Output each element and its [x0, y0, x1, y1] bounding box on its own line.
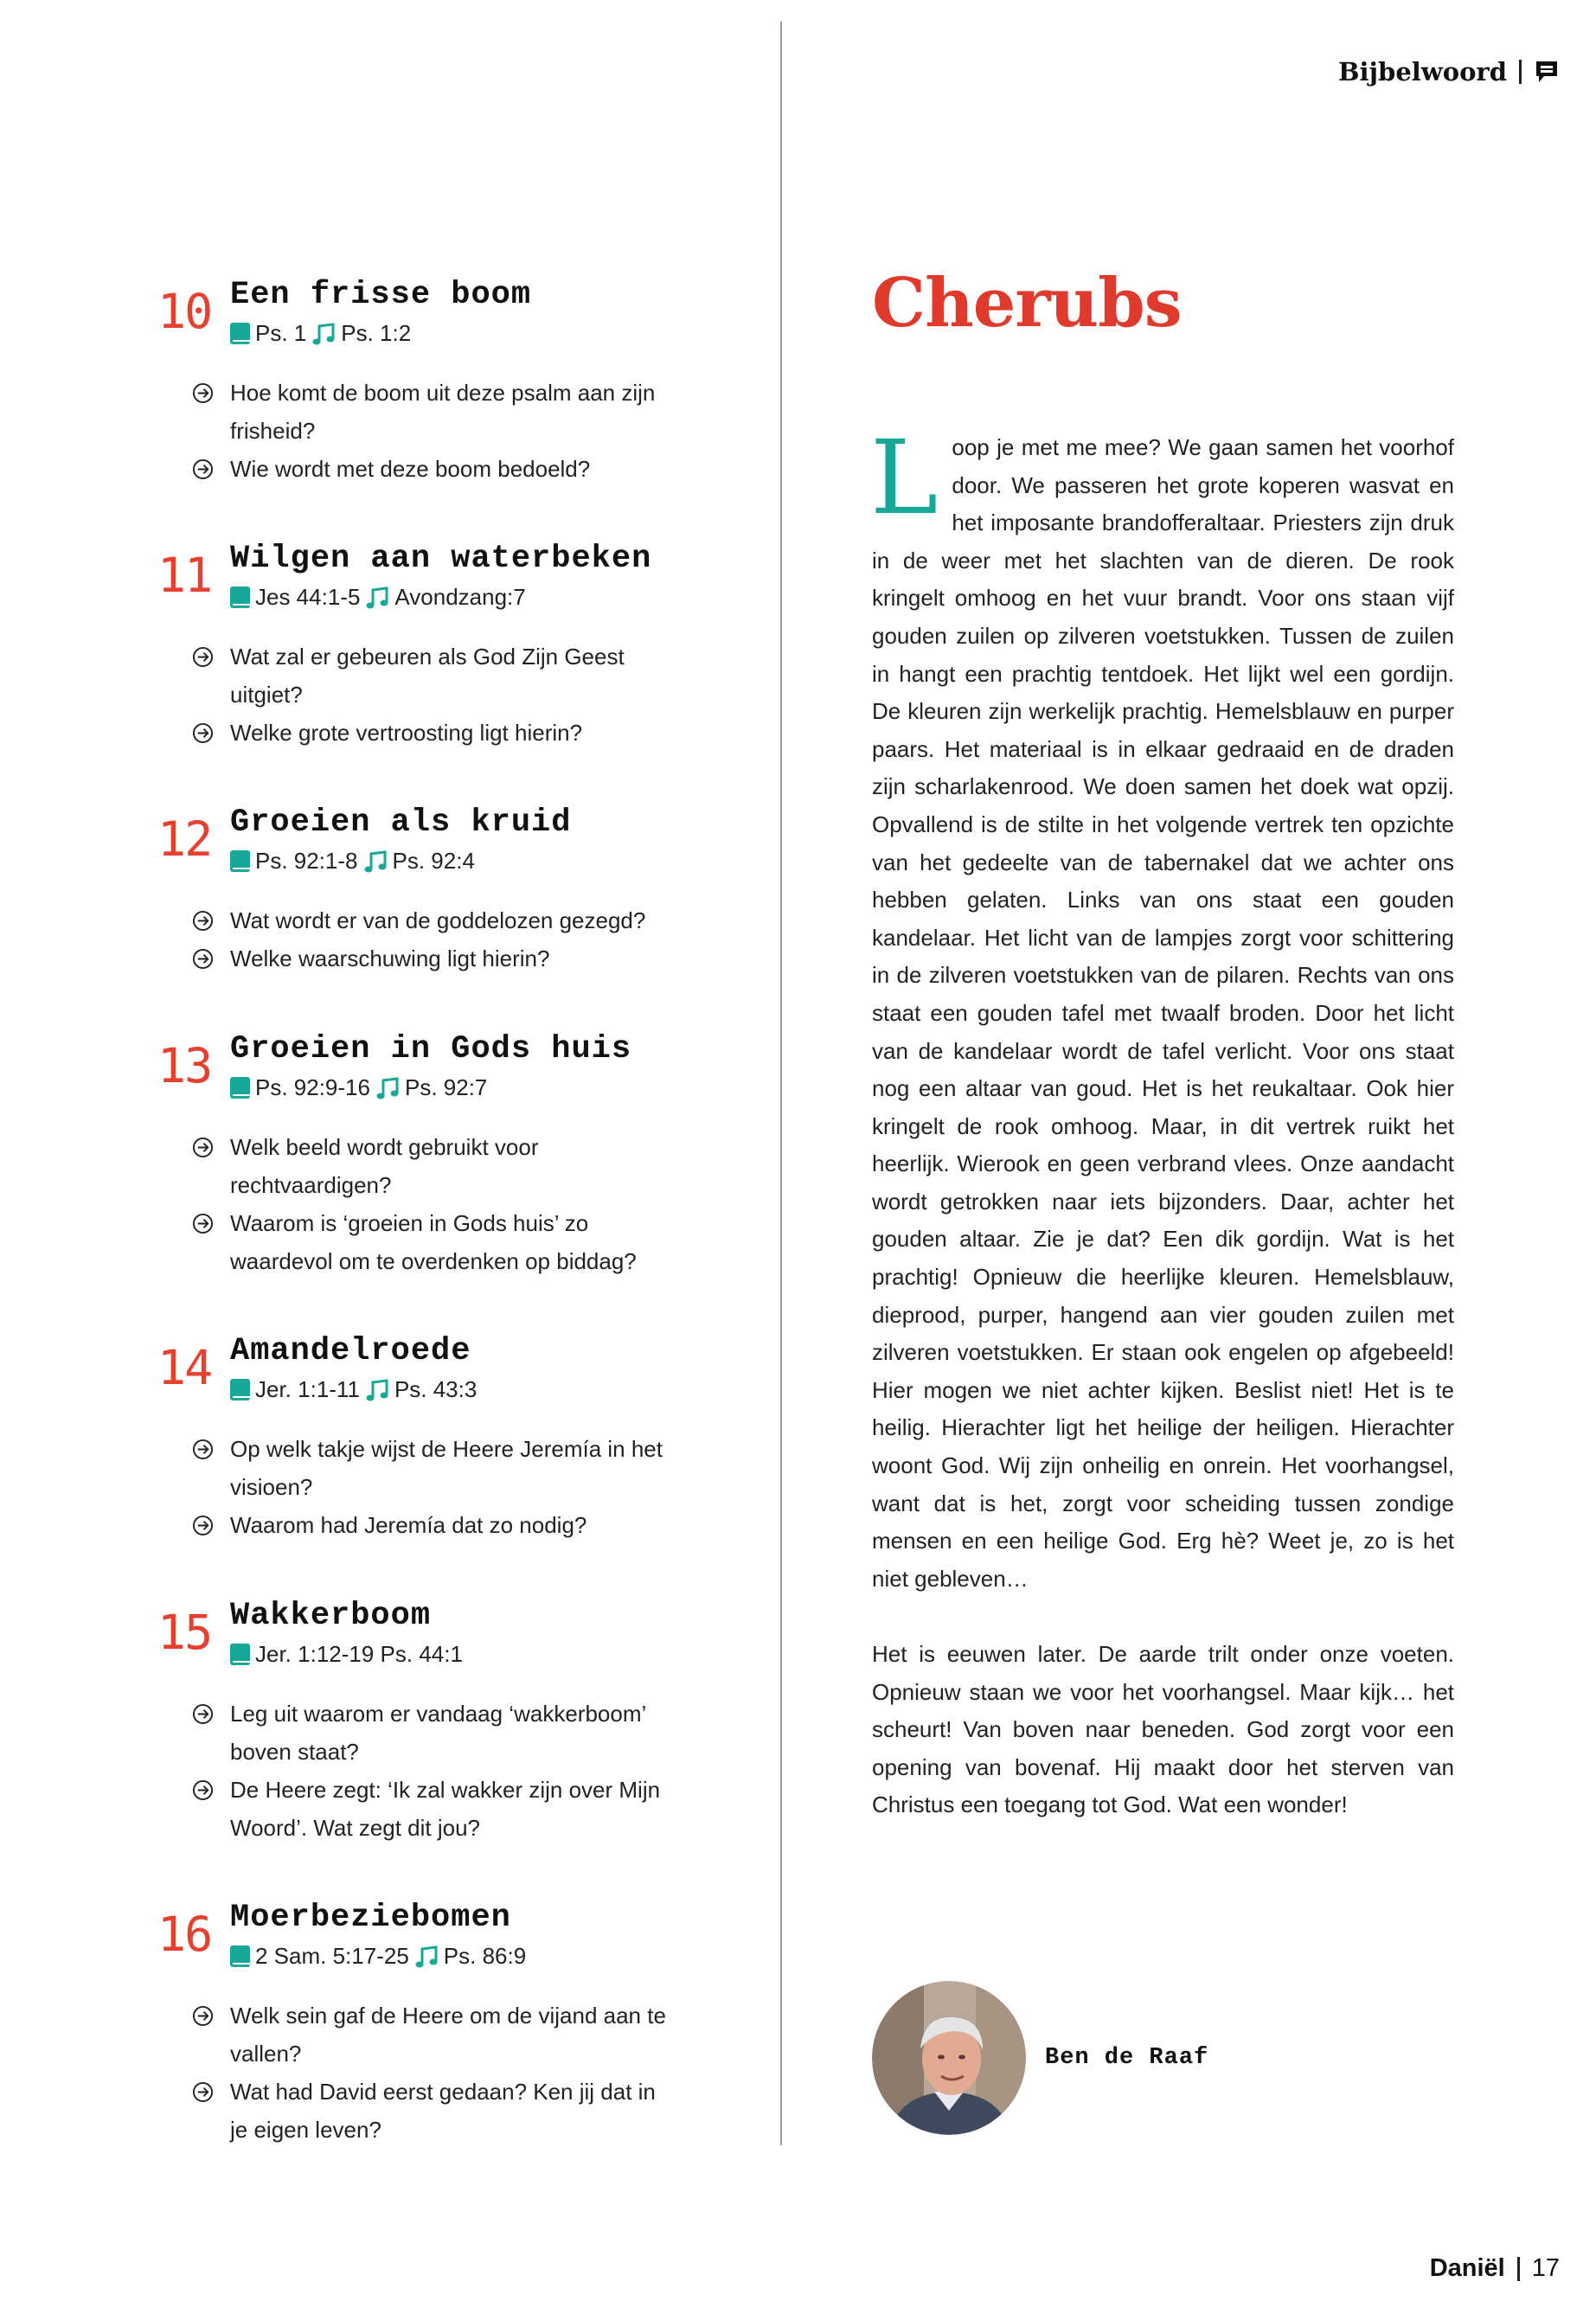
music-note-icon [365, 1377, 391, 1403]
question-item [192, 638, 676, 714]
question-list [192, 1128, 676, 1280]
question-list [192, 1695, 676, 1847]
question-item [192, 714, 676, 752]
question-text: Waarom is ‘groeien in Gods huis’ zo waardevol om te overdenken op biddag? [230, 1210, 637, 1274]
page-footer [1430, 2254, 1560, 2283]
day-references [230, 1376, 477, 1403]
day-title: Groeien in Gods huis [230, 1031, 632, 1067]
question-item [192, 1204, 676, 1280]
day-number: 12 [157, 811, 212, 867]
question-text: Wie wordt met deze boom bedoeld? [230, 456, 591, 482]
day-references [230, 584, 526, 611]
day-references [230, 1074, 487, 1101]
question-text: Leg uit waarom er vandaag ‘wakkerboom’ boven staat? [230, 1701, 646, 1765]
bible-book-icon [230, 1379, 250, 1400]
day-title: Groeien als kruid [230, 804, 572, 841]
day-references [230, 320, 411, 347]
day-number: 10 [157, 284, 212, 339]
day-title: Een frisse boom [230, 277, 532, 313]
question-item [192, 1128, 676, 1204]
question-list [192, 901, 676, 977]
question-item [192, 450, 676, 488]
day-number: 13 [157, 1038, 212, 1093]
question-text: Welke waarschuwing ligt hierin? [230, 945, 550, 971]
question-item [192, 2073, 676, 2149]
bible-reference: Jes 44:1-5 [255, 584, 361, 610]
arrow-right-icon [192, 2005, 214, 2027]
question-text: Wat zal er gebeuren als God Zijn Geest uitgiet? [230, 644, 625, 708]
question-item [192, 939, 676, 977]
question-list [192, 374, 676, 488]
song-reference: Ps. 86:9 [443, 1943, 527, 1969]
arrow-right-icon [192, 458, 214, 480]
question-text: Op welk takje wijst de Heere Jeremía in het visioen? [230, 1436, 663, 1500]
question-item [192, 1506, 676, 1544]
author-block [872, 1981, 1208, 2135]
song-reference: Ps. 92:4 [392, 848, 475, 874]
question-item [192, 901, 676, 939]
arrow-right-icon [192, 722, 214, 744]
magazine-name: Daniël [1429, 2254, 1505, 2282]
article-paragraph-text: oop je met me mee? We gaan samen het voorhof door. We passeren het grote koperen wasvat en het imposante brandofferaltaar. Priesters zijn druk in de weer met het slachten van de dieren. De rook kringelt omhoog en het vuur brandt. Voor ons staan vijf gouden zuilen op zilveren voetstukken. Tussen de zuilen in hangt een prachtig tentdoek. Het lijkt wel een gordijn. De kleuren zijn werkelijk prachtig. Hemelsblauw en purper paars. Het materiaal is in elkaar gedraaid en de draden zijn scharlakenrood. We doen samen het doek wat opzij. Opvallend is de stilte in het volgende vertrek ten opzichte van het gedeelte van de tabernakel dat we achter ons hebben gelaten. Links van ons staat een gouden kandelaar. Het licht van de lampjes zorgt voor schittering in de zilveren voetstukken van de pilaren. Rechts van ons staat een gouden tafel met twaalf broden. Door het licht van de kandelaar wordt de tafel verlicht. Voor ons staat nog een altaar van goud. Het is het reukaltaar. Ook hier kringelt de rook omhoog. Maar, in dit vertrek ruikt het heerlijk. Wierook en geen verbrand vlees. Onze aandacht wordt getrokken naar iets bijzonders. Daar, achter het gouden altaar. Zie je dat? Een dik gordijn. Wat is het prachtig! Opnieuw die heerlijke kleuren. Hemelsblauw, dieprood, purper, hangend aan vier gouden zuilen met zilveren voetstukken. Er staan ook engelen op afgebeeld! Hier mogen we niet achter kijken. Beslist niet! Het is te heilig. Hierachter ligt het heilige der heiligen. Hierachter woont God. Wij zijn onheilig en onrein. Het voorhangsel, want dat is het, zorgt voor scheiding tussen zondige mensen en een heilige God. Erg hè? Weet je, zo is het niet gebleven… [872, 434, 1454, 1592]
speech-bubble-icon [1534, 59, 1560, 85]
header-separator [1519, 60, 1522, 84]
arrow-right-icon [192, 646, 214, 668]
bible-book-icon [230, 586, 250, 608]
page-header [1338, 57, 1560, 87]
day-references [230, 1943, 526, 1970]
page-number: 17 [1531, 2254, 1560, 2282]
question-text: De Heere zegt: ‘Ik zal wakker zijn over Mijn Woord’. Wat zegt dit jou? [230, 1777, 661, 1841]
footer-separator [1517, 2257, 1520, 2281]
song-reference: Ps. 92:7 [404, 1074, 488, 1100]
article-body [870, 418, 1454, 1824]
bible-reference: Ps. 92:9-16 [255, 1074, 370, 1100]
bible-reference: Ps. 92:1-8 [255, 848, 358, 874]
day-title: Amandelroede [230, 1333, 471, 1369]
music-note-icon [414, 1944, 440, 1970]
question-item [192, 1695, 676, 1771]
question-text: Welke grote vertroosting ligt hierin? [230, 720, 583, 746]
column-divider [780, 22, 782, 2145]
question-item [192, 374, 676, 450]
bible-reference: 2 Sam. 5:17-25 [255, 1943, 409, 1969]
arrow-right-icon [192, 382, 214, 404]
song-reference: Ps. 43:3 [394, 1376, 478, 1402]
bible-reference: Jer. 1:12-19 Ps. 44:1 [255, 1641, 463, 1667]
question-text: Welk beeld wordt gebruikt voor rechtvaardigen? [230, 1134, 539, 1198]
arrow-right-icon [192, 1703, 214, 1725]
question-text: Waarom had Jeremía dat zo nodig? [230, 1512, 587, 1538]
music-note-icon [311, 321, 337, 347]
day-title: Wakkerboom [230, 1598, 432, 1634]
author-name: Ben de Raaf [1045, 2045, 1209, 2071]
arrow-right-icon [192, 910, 214, 932]
arrow-right-icon [192, 1515, 214, 1536]
day-title: Moerbeziebomen [230, 1900, 511, 1936]
day-number: 15 [157, 1605, 212, 1660]
article-paragraph: Het is eeuwen later. De aarde trilt onder onze voeten. Opnieuw staan we voor het voorhangsel. Maar kijk… het scheurt! Van boven naar beneden. God zorgt voor een opening van bovenaf. Hij maakt door het sterven van Christus een toegang tot God. Wat een wonder! [872, 1641, 1454, 1818]
song-reference: Ps. 1:2 [341, 320, 412, 346]
song-reference: Avondzang:7 [394, 584, 526, 610]
question-list [192, 638, 676, 752]
article-title: Cherubs [872, 264, 1182, 343]
bible-book-icon [230, 323, 250, 344]
day-number: 14 [157, 1340, 212, 1395]
day-references [230, 848, 475, 875]
bible-reference: Ps. 1 [255, 320, 307, 346]
question-text: Welk sein gaf de Heere om de vijand aan te vallen? [230, 2003, 666, 2067]
arrow-right-icon [192, 1213, 214, 1234]
article-paragraph [870, 418, 1454, 1598]
day-number: 16 [157, 1907, 212, 1962]
arrow-right-icon [192, 1439, 214, 1460]
question-item [192, 1430, 676, 1506]
arrow-right-icon [192, 1137, 214, 1158]
bible-book-icon [230, 1077, 250, 1099]
question-list [192, 1997, 676, 2149]
day-number: 11 [157, 548, 212, 603]
bible-book-icon [230, 850, 250, 872]
arrow-right-icon [192, 948, 214, 970]
day-title: Wilgen aan waterbeken [230, 541, 652, 577]
question-text: Wat wordt er van de goddelozen gezegd? [230, 907, 646, 933]
arrow-right-icon [192, 1779, 214, 1801]
bible-book-icon [230, 1644, 250, 1665]
question-text: Hoe komt de boom uit deze psalm aan zijn frisheid? [230, 380, 656, 444]
music-note-icon [365, 585, 391, 611]
bible-book-icon [230, 1945, 250, 1967]
arrow-right-icon [192, 2081, 214, 2103]
question-list [192, 1430, 676, 1544]
music-note-icon [363, 849, 389, 875]
question-item [192, 1997, 676, 2073]
question-item [192, 1771, 676, 1847]
day-references [230, 1641, 463, 1668]
bible-reference: Jer. 1:1-11 [255, 1376, 360, 1402]
music-note-icon [375, 1075, 401, 1101]
drop-cap: L [870, 418, 939, 537]
question-text: Wat had David eerst gedaan? Ken jij dat in je eigen leven? [230, 2079, 656, 2143]
author-avatar [872, 1981, 1026, 2135]
section-title: Bijbelwoord [1338, 57, 1507, 87]
